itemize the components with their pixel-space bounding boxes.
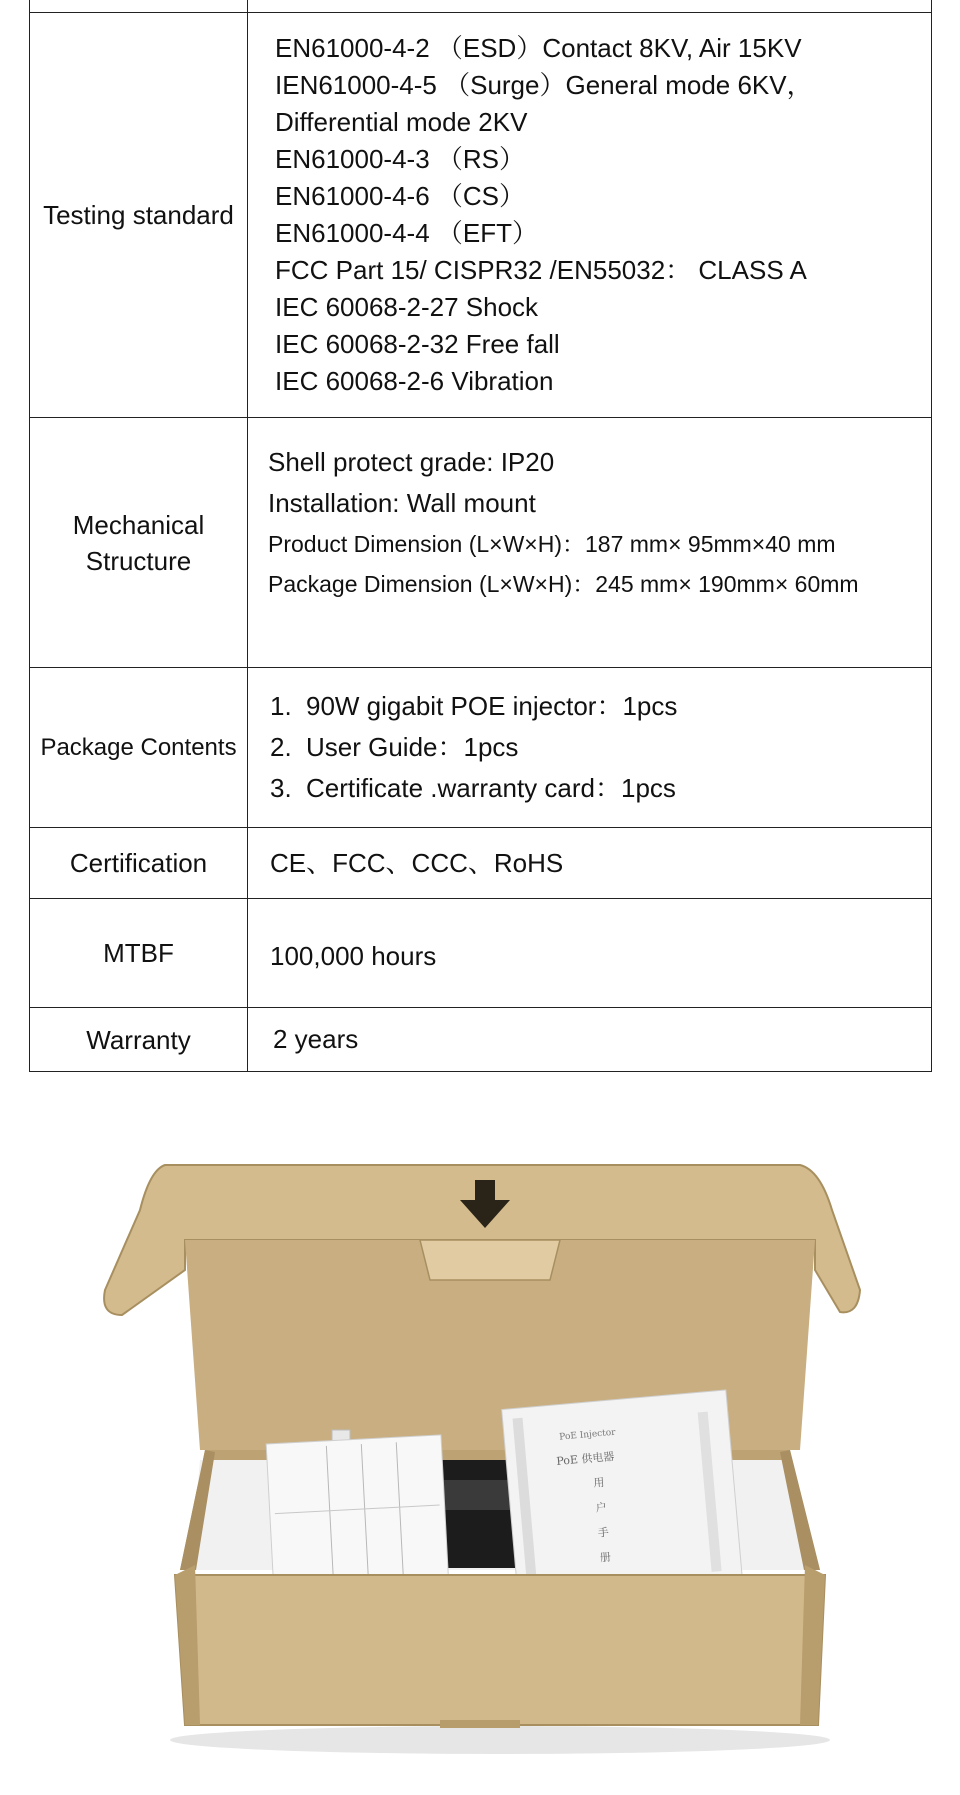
certification-value: CE、FCC、CCC、RoHS xyxy=(248,828,932,899)
manual-text: 户 xyxy=(595,1500,608,1515)
warranty-card xyxy=(266,1435,448,1586)
mechanical-label-line1: Mechanical xyxy=(72,509,205,540)
testing-standard-values xyxy=(248,13,932,418)
mechanical-line: Package Dimension (L×W×H)：245 mm× 190mm× 60mm xyxy=(268,571,859,597)
testing-line: Differential mode 2KV xyxy=(275,107,528,137)
box-shadow xyxy=(170,1726,830,1754)
table-row-mtbf xyxy=(30,899,932,1008)
manual-text: 用 xyxy=(592,1475,605,1490)
table-row-mechanical xyxy=(30,418,932,668)
box-front xyxy=(175,1575,825,1725)
list-item: 1. 90W gigabit POE injector：1pcs xyxy=(270,691,678,721)
manual-text: 手 xyxy=(597,1525,610,1540)
testing-line: IEC 60068-2-27 Shock xyxy=(275,292,539,322)
testing-line: IEC 60068-2-32 Free fall xyxy=(275,329,560,359)
warranty-label: Warranty xyxy=(30,1008,248,1072)
manual-text: PoE 供电器 xyxy=(555,1449,615,1468)
manual-text: PoE Injector xyxy=(558,1427,616,1443)
spec-table xyxy=(29,0,932,1072)
mechanical-line: Product Dimension (L×W×H)：187 mm× 95mm×40 mm xyxy=(268,531,836,557)
table-row-certification xyxy=(30,828,932,899)
testing-line: EN61000-4-4 （EFT） xyxy=(275,218,538,248)
testing-line: EN61000-4-3 （RS） xyxy=(275,144,525,174)
table-row-top-partial xyxy=(30,0,932,13)
box-bottom-tab xyxy=(440,1720,520,1728)
table-row-testing-standard xyxy=(30,13,932,418)
mechanical-values xyxy=(248,418,932,668)
user-guide-booklet xyxy=(502,1390,743,1604)
list-item: 2. User Guide：1pcs xyxy=(270,732,519,762)
table-row-warranty xyxy=(30,1008,932,1072)
testing-standard-label: Testing standard xyxy=(30,13,248,418)
testing-line: IEN61000-4-5 （Surge）General mode 6KV， xyxy=(275,70,813,100)
warranty-value: 2 years xyxy=(248,1008,932,1072)
testing-line: FCC Part 15/ CISPR32 /EN55032： CLASS A xyxy=(275,255,807,285)
lid-tab xyxy=(420,1240,560,1280)
mechanical-label xyxy=(30,418,248,668)
testing-line: EN61000-4-6 （CS） xyxy=(275,181,525,211)
table-row-package-contents xyxy=(30,668,932,828)
mtbf-value: 100,000 hours xyxy=(248,899,932,1008)
testing-line: EN61000-4-2 （ESD）Contact 8KV, Air 15KV xyxy=(275,33,802,63)
mechanical-label-line2: Structure xyxy=(85,545,192,576)
list-item: 3. Certificate .warranty card：1pcs xyxy=(270,773,676,803)
mechanical-line: Installation: Wall mount xyxy=(268,488,536,518)
package-contents-label: Package Contents xyxy=(30,668,248,828)
certification-label: Certification xyxy=(30,828,248,899)
package-contents-values xyxy=(248,668,932,828)
manual-text: 册 xyxy=(599,1550,612,1565)
mtbf-label: MTBF xyxy=(30,899,248,1008)
mechanical-line: Shell protect grade: IP20 xyxy=(268,447,555,477)
testing-line: IEC 60068-2-6 Vibration xyxy=(275,366,554,396)
package-photo xyxy=(0,1100,960,1795)
